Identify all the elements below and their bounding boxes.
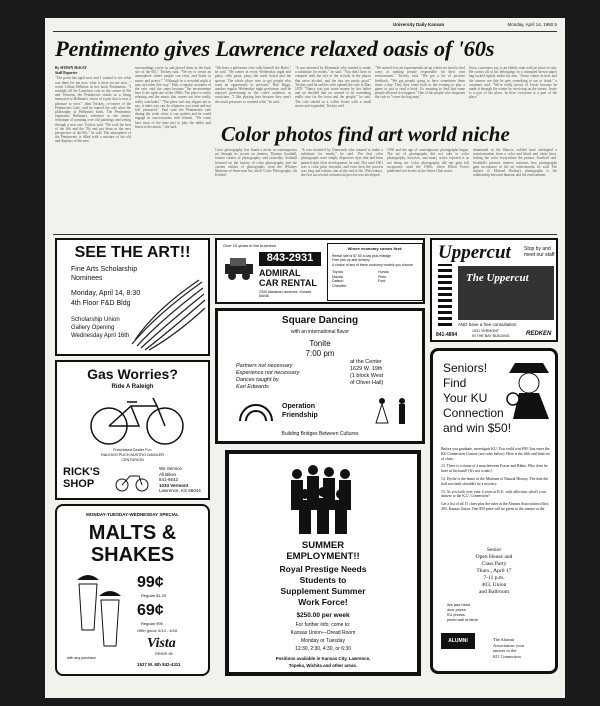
ricks-service1: We Service (159, 466, 182, 471)
dancers-illustration (368, 395, 418, 429)
gas-dealer3: CENTURION (121, 458, 144, 462)
malts-l2: SHAKES (90, 544, 175, 566)
article2-col2 (301, 148, 383, 232)
dance-where (350, 359, 383, 387)
gas-title: Gas Worries? (87, 366, 178, 382)
dance-text (236, 363, 299, 391)
seniors-l2: Find (443, 376, 467, 390)
article2-col4 (473, 148, 557, 232)
admiral-promo-title: Where economy comes first: (347, 246, 403, 251)
see-art-line2: Nominees (71, 275, 103, 282)
seniors-open-house (433, 547, 555, 596)
seniors-open5: 7-11 p.m. (483, 575, 505, 581)
article2-col3 (387, 148, 469, 232)
admiral-tag: Over 15 years in the business (223, 243, 276, 248)
car-icon (223, 252, 255, 284)
dance-text3: Dances taught by (236, 377, 279, 383)
article2-col4-text: dominated in the Barrow exhibit have attempted a transformation from a color and black and white lines, feeling the color everywhere the picture, Southall said. Southall's primary interest concerns how photographs gain acceptance of the art environment, he said. The subject of Michael Bishop's photographs is the relationship between humans and the environment. (473, 148, 557, 178)
article1-col3 (215, 66, 291, 122)
ads-rule (53, 234, 557, 235)
seniors-l3: Your KU (443, 391, 488, 405)
seniors-assoc (493, 637, 524, 659)
article1-headline: Pentimento gives Lawrence relaxed oasis of '60s (55, 36, 495, 61)
gas-dealer1: Franchised Dealer For: (113, 448, 152, 452)
seniors-item: photo wall of fame (447, 618, 478, 622)
see-art-place: 4th Floor F&D Bldg (71, 300, 131, 307)
dance-where2: 1629 W. 19th (350, 366, 383, 372)
gas-sub: Ride A Raleigh (111, 384, 154, 390)
seniors-assoc4: KU Connection (493, 653, 521, 659)
seniors-l4: Connection (443, 406, 504, 420)
emp-l13: Topeka, Wichita and other areas. (288, 663, 358, 668)
uppercut-photo-label: The Uppercut (466, 272, 529, 284)
dance-when1: Tonite (309, 339, 331, 348)
seniors-q14: 14. Dyche is the home of the Museum of Natural History. The date the hall was built shouldn't be a mystery. (441, 476, 549, 486)
ricks-city: Lawrence, KS 66044 (159, 488, 201, 494)
seniors-items (447, 603, 478, 623)
article1-col2-text: surroundings you're in and placed them in the back site of the 60s," Trickey said. "We try to create an atmosphere where people can relax and listen to music and poetry." "Although in a crowded night it may not seem that way." Pam, a regular customer of the cafe, said she came because "the environment here is the right one of the 1960s. The place is really relaxing and the music that comes out here really, really concludes." "The place isn't any slipper not to say; it takes you can do whatever you want and not feel pressured." Paul said the Pentimento cafe during the week when it was quieter and he could engage in conversations with friends. "We come here most of the time just to play the tables and listen to the music," she said. (135, 66, 211, 129)
article1-byline-role: Staff Reporter (55, 71, 78, 76)
article1-col1 (55, 66, 131, 230)
brush-art-illustration (127, 274, 207, 352)
seniors-body1: Before you graduate, investigate KU. You could win $50! Just enter the KU Connection Contest (see rules below). Here is the fifth and final set of clues: (441, 447, 550, 461)
admiral-promo-list (332, 254, 420, 267)
admiral-promo-box (327, 243, 423, 301)
emp-l12: Positions available in Kansas City, Lawrence, (275, 656, 371, 661)
article1-byline: By SHAWN McKAY (55, 66, 87, 70)
emp-l3: Royal Prestige Needs (279, 564, 367, 574)
article2-col1-text: Color photography has found a niche in contemporary art through its accent on themes, Thomas Southall, former curator of photography, said yesterday. Southall lectured on the history of color photography and the current exhibit of photographs from the Whitney Museum of American Art, titled 'Color Photographs: An Exhibit'. (215, 148, 297, 178)
friendship-arch-icon (236, 395, 276, 423)
article2-headline: Color photos find art world niche (221, 122, 510, 146)
emp-l7: $250.00 per week (296, 612, 350, 619)
car-model: Ford (378, 279, 386, 284)
uppercut-addr2: IN THE BAY BUILDING (472, 334, 510, 338)
malts-top: MONDAY-TUESDAY-WEDNESDAY SPECIAL (86, 512, 179, 517)
vista-logo: Vista (147, 636, 176, 651)
article1-col4 (295, 66, 371, 122)
emp-l8: For further info; come to: (295, 622, 351, 628)
car-model: Mazda (332, 274, 343, 279)
seniors-q15: 15. As you look over your 4 years at K.U. with affection; what's your answer to the K.U. Connection? (441, 489, 547, 499)
ad-seniors-ku-connection (430, 348, 558, 674)
emp-l2: EMPLOYMENT!! (286, 551, 360, 562)
admiral-promo-1: Rental rate of $7.50 a day plus mileage (332, 254, 391, 258)
article1-col6-text: Jesse, customers say, is an elderly man with no place to stay. He carries all of his belongings in a crumpled brown paper bag tucked tightly under his arm. "Jessie comes in here and the owners see that he gets something to eat or drink," a customer said. "We're really proud of Jessie because he made it through the winter by surviving on the streets. Jessie is a part of the place. In here, everyone is a part of the place." (469, 66, 557, 100)
seniors-l5: and win $50! (443, 421, 512, 435)
dance-where3: (1 block West (350, 373, 384, 379)
vista-sub: DRIVE-IN (155, 651, 173, 656)
article1-col4-text: "It was invented by Diamonds who wanted to make a substitute for mealy," he said. "You don't have to compete with the rest of the crowds in the places that serve alcohol, and the tips are pretty good." Trickey said he and his wife opened the cafe in May 1978. "Nancy was just some money by her father and we decided that we wanted to do something really nice for the town and the people," he said. The cafe started as a coffee house with a small stereo and expanded, Trickey said. (295, 66, 371, 108)
malts-price1-sub: Regular $1.29 (141, 593, 167, 598)
emp-l5: Supplement Summer (280, 586, 366, 596)
emp-l6: Work Force! (298, 597, 348, 607)
dance-sub: with an international flavor (290, 329, 350, 335)
emp-l10: Monday or Tuesday (301, 638, 345, 644)
ricks-contact (159, 466, 201, 494)
article1-col3-text: "We have a performer who calls himself the Hobo," he said. "He comes in every Wednesday night and plays, sells pasta, plays the wash board and the spoons. The whole place tries to get people who want an opportunity to perform." Bob Riggs, another regular Wednesday night performer, said he enjoyed performing in the cafe's audience as musicians. "I like playing here because they aren't the usual pressures to contend with," he said. (215, 66, 291, 104)
see-art-side: Scholarship Union Gallery Opening Wednesday April 16th (71, 317, 130, 339)
article2-col1 (215, 148, 297, 232)
dance-text2: Experience not necessary (236, 370, 300, 376)
redken-logo: REDKEN (526, 331, 552, 337)
seniors-headline (443, 361, 511, 436)
admiral-name: ADMIRAL (259, 268, 301, 278)
ad-see-the-art (55, 238, 210, 356)
malts-l1: MALTS & (88, 522, 177, 544)
seniors-assoc2: Association: your (493, 642, 525, 648)
article2-col2-text: "It was invented by Diamonds who wanted to make a substitute for mealy," he said. The first color photographs were simply dispersive dyes that had been painted after their development, he said. Not until 1861 was a color print invented, and even then the process was long and tedious, but at the end of the 19th century, the first successful commercial process was developed. (301, 148, 383, 178)
malts-price2: 69¢ (137, 602, 164, 619)
car-model: Toyota (332, 270, 343, 274)
ricks-name1: RICK'S (63, 466, 100, 478)
article1-col2 (135, 66, 211, 230)
admiral-phone: 843-2931 (259, 252, 321, 266)
article1-col5 (375, 66, 465, 122)
dance-org1: Operation (282, 403, 316, 410)
emp-l1: SUMMER (301, 540, 345, 551)
detective-illustration (503, 359, 555, 421)
ricks-phone: 841-6642 (159, 477, 179, 483)
emp-l4: Students to (299, 575, 347, 585)
article1-col1-text: "The point has aged now and I wanted to see what was there for me now, what is there for me now..." wrote Lillian Hellman in her book Pentimento. "I multiply all the Lawrence cafe as the corner of 9th and Vermont, the Pentimento stands as a living memorial to Hellman's vision of a past that is now a pleasure to view." John Trickey, co-owner of the Pentimento Cafe, said he named the cafe after the philosophy of Hellman's book. The Pentimento represents Hellman's reference to the artistic technique of painting over old paintings and seeing through a new one, Trickey said. "We took the best of the 60s and the 70s and put them in the new perspective of the 80s," he said. The atmosphere of the Pentimento is filled with a mixture of the old and displays of the new. (55, 76, 131, 144)
seniors-open7: and Ballroom (478, 589, 510, 595)
dance-footer: Building Bridges Between Cultures (281, 431, 359, 437)
dance-title: Square Dancing (281, 315, 359, 326)
admiral-promo-2: Free pick up and delivery (332, 258, 370, 263)
seniors-item: KU photos (447, 613, 465, 617)
car-model: Chevette (332, 283, 347, 288)
header-rule (53, 31, 557, 32)
car-model: Pinto (378, 274, 387, 279)
article1-col6 (469, 66, 557, 122)
ricks-service2: All Bikes (159, 471, 177, 477)
newspaper-page (45, 18, 565, 698)
seniors-l1: Seniors! (443, 361, 488, 375)
article1-col5-text: "We started it as an experimental set-up where we tried to find ways of making people responsible for their own environment," Trickey said. "We got a lot of positive feedback. "We got people going to have sometimes three times a day. They they come back to the evening to play a game or just to read a book. It's amazing to find that some people allowed it to happen." One of the people who frequents the cafe to "cover the bag man." (375, 66, 465, 100)
malts-price1: 99¢ (137, 574, 164, 591)
date-page: Monday, April 14, 1980 5 (507, 22, 557, 27)
seniors-open1: Senior (486, 547, 502, 553)
admiral-cars (332, 270, 420, 288)
see-art-date: Monday, April 14, 8:30 (71, 290, 141, 297)
uppercut-photo (458, 266, 554, 320)
admiral-addr: 2340 Alabama Lawrence, Kansas 66046 (259, 290, 312, 298)
seniors-item: live jazz band (447, 603, 471, 607)
ad-malts-shakes (55, 504, 210, 676)
shake-cups-illustration (67, 570, 125, 652)
ad-admiral-car-rental (215, 238, 425, 304)
malts-flavors: with any purchase (67, 656, 96, 660)
dance-text1: Partners not necessary (236, 363, 293, 369)
car-model: Datsun (332, 279, 344, 284)
bicycle-illustration (87, 394, 187, 446)
vista-addr: 1527 W. 6th 842-4311 (137, 662, 181, 667)
ricks-name2: SHOP (63, 478, 95, 490)
ad-uppercut (430, 238, 558, 342)
dance-where4: of Oliver Hall) (350, 380, 384, 386)
students-group-illustration (277, 460, 369, 536)
seniors-body (441, 447, 553, 512)
gas-dealer2: RALEIGH PUCH AUSTRO DAIMLER (100, 453, 165, 457)
uppercut-phone: 841-4894 (436, 332, 458, 338)
see-art-title: SEE THE ART!! (74, 244, 191, 261)
seniors-open2: Open House and (475, 554, 513, 560)
emp-l9: Kansas Union—Oread Room (290, 630, 356, 636)
see-art-line1: Fine Arts Scholarship (71, 266, 138, 273)
ricks-addr: 1033 Vermont (159, 482, 189, 488)
malts-price2-sub: Regular 99¢ (141, 621, 163, 626)
paper-name: University Daily Kansan (393, 22, 445, 27)
seniors-open3: Class Party (481, 561, 507, 567)
uppercut-tagline1: Stop by and (524, 246, 551, 252)
seniors-open4: Thurs., April 17 (476, 568, 512, 574)
seniors-assoc1: The Alumni (493, 637, 515, 642)
admiral-name2: CAR RENTAL (259, 278, 317, 288)
uppercut-tagline2: meet our staff (524, 252, 555, 258)
dance-org2: Friendship (282, 412, 318, 419)
ad-square-dancing (215, 308, 425, 444)
uppercut-title: Uppercut (438, 242, 511, 263)
ad-gas-worries (55, 360, 210, 500)
emp-l11: 12:30, 2:30, 4:30, or 6:30 (295, 646, 351, 652)
seniors-open6: 403, Union (481, 582, 507, 588)
seniors-rules: Get a list of all 15 clues plus the rules at the Alumni Association office, 403, Kansas Union. One $50 prize will be given to the winner at the (441, 502, 550, 511)
small-bicycle-icon (115, 472, 149, 492)
scissors-icon (438, 264, 452, 326)
ad-summer-employment (225, 450, 421, 676)
article2-col3-text: 1950 and the age of contemporary photographs began. The art of photographs did not take to color photography, however, and many critics rejected it as not being art. Color photography did not gain full acceptance until the 1960s, when Elliott Porter published two books in the Sierra Club series. (387, 148, 469, 174)
malts-offer: Offer good: 4/14 - 4/16 (137, 628, 178, 633)
uppercut-addr1: 1031 VERMONT (472, 329, 499, 333)
uppercut-consult: AND have a free consultation (458, 322, 517, 327)
seniors-q13: 13. There is a statue of a man between Fraser and Blake. Who does he have in his hand? (It's not a rake.) (441, 464, 548, 474)
car-model: Honda (378, 270, 389, 274)
seniors-assoc3: answer to the (493, 648, 517, 653)
dance-text4: Kari Edwards (236, 384, 269, 390)
seniors-item: door prizes (447, 608, 466, 612)
admiral-promo-3: A choice of any of these economy models you choose (332, 262, 413, 267)
alumni-logo: ALUMNI (441, 633, 475, 649)
dance-when2: 7:00 pm (305, 349, 335, 358)
dance-where1: at the Center (350, 359, 382, 365)
